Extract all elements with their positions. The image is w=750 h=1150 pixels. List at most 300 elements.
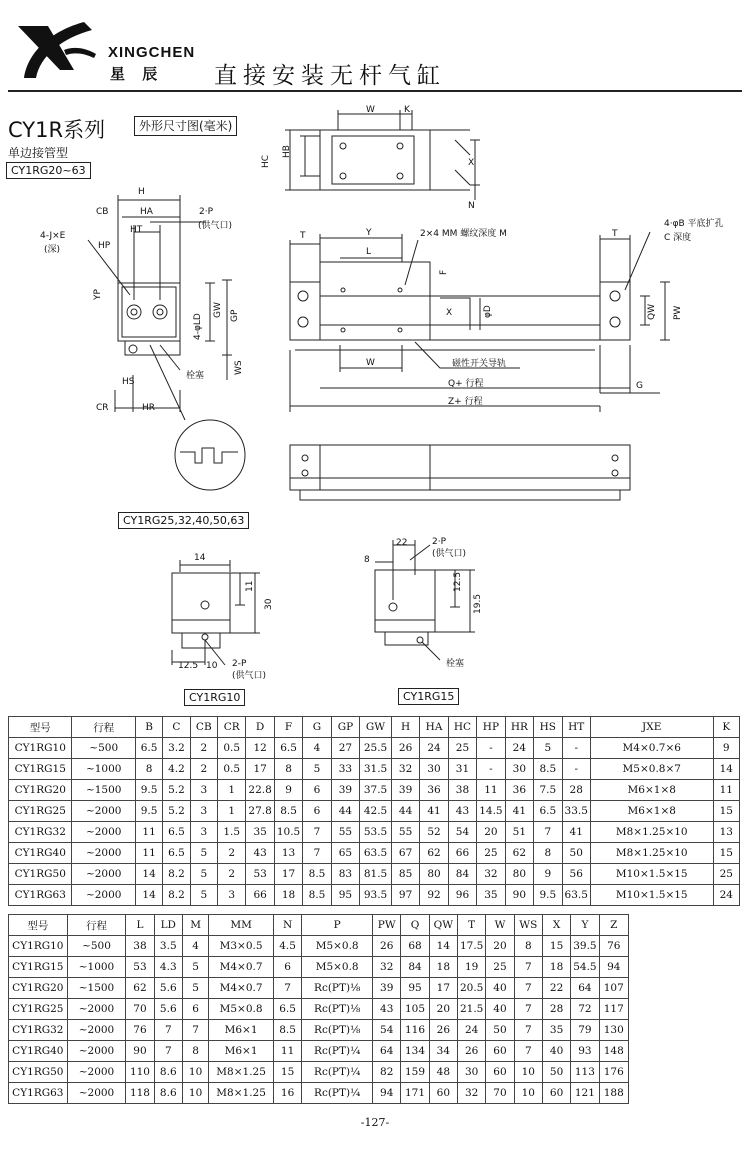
table-cell: 8.6: [154, 1062, 182, 1083]
table-cell: 80: [420, 864, 448, 885]
table-cell: CY1RG10: [9, 936, 68, 957]
table-cell: 7: [514, 1020, 542, 1041]
table-cell: 93.5: [360, 885, 392, 906]
table-cell: 9: [274, 780, 302, 801]
table-cell: 32: [458, 1083, 486, 1104]
table-cell: 8: [274, 759, 302, 780]
column-header: CB: [190, 717, 217, 738]
table-cell: 76: [126, 1020, 154, 1041]
table-row: [9, 936, 629, 957]
table-cell: 20: [429, 999, 457, 1020]
brand-name-en: XINGCHEN: [108, 44, 196, 61]
table-cell: CY1RG32: [9, 1020, 68, 1041]
table-cell: 7: [154, 1020, 182, 1041]
table-cell: M10×1.5×15: [590, 864, 713, 885]
column-header: G: [303, 717, 331, 738]
table-cell: CY1RG40: [9, 843, 72, 864]
table-cell: 15: [713, 801, 739, 822]
column-header: Q: [401, 915, 429, 936]
table-cell: 60: [486, 1062, 514, 1083]
lbl-HT: HT: [130, 225, 143, 235]
table-row: [9, 801, 740, 822]
table-cell: 95: [331, 885, 359, 906]
table-header-row: [9, 717, 740, 738]
table-cell: 16: [273, 1083, 301, 1104]
table-cell: CY1RG50: [9, 864, 72, 885]
lbl-HC: HC: [261, 154, 271, 168]
table-cell: 7: [514, 999, 542, 1020]
column-header: HT: [562, 717, 590, 738]
lbl-Y: Y: [366, 228, 372, 238]
table-cell: 53.5: [360, 822, 392, 843]
column-header: GW: [360, 717, 392, 738]
lbl-T-left: T: [300, 231, 306, 241]
table-cell: 14: [713, 759, 739, 780]
table-cell: 8: [182, 1041, 208, 1062]
table-cell: 97: [391, 885, 419, 906]
table-cell: M8×1.25: [209, 1083, 274, 1104]
table-cell: 72: [571, 999, 599, 1020]
table-cell: 40: [542, 1041, 570, 1062]
column-header: X: [542, 915, 570, 936]
table-row: [9, 1020, 629, 1041]
table-cell: 28: [562, 780, 590, 801]
dimension-drawing: [0, 95, 750, 710]
lbl-HA: HA: [140, 207, 153, 217]
cy1rg10-view: [172, 560, 260, 665]
table-cell: 40: [486, 999, 514, 1020]
column-header: M: [182, 915, 208, 936]
table-cell: 8.5: [303, 864, 331, 885]
table-cell: ~2000: [72, 885, 135, 906]
table-cell: M6×1: [209, 1020, 274, 1041]
column-header: 型号: [9, 915, 68, 936]
mount-type: 单边接管型: [8, 146, 69, 160]
table-cell: 18: [429, 957, 457, 978]
table-cell: 10: [182, 1083, 208, 1104]
table-cell: 3: [190, 822, 217, 843]
table-cell: 35: [542, 1020, 570, 1041]
table-cell: 24: [420, 738, 448, 759]
header-divider: [8, 90, 742, 92]
table-cell: ~1500: [67, 978, 126, 999]
table-cell: 4.5: [273, 936, 301, 957]
lbl-W-front: W: [366, 358, 375, 368]
table-cell: 7: [514, 978, 542, 999]
table-cell: CY1RG15: [9, 759, 72, 780]
lbl-plug: 栓塞: [186, 371, 205, 381]
column-header: PW: [373, 915, 401, 936]
lbl-10-11: 11: [245, 580, 255, 592]
column-header: T: [458, 915, 486, 936]
lbl-HB: HB: [282, 145, 292, 158]
lbl-CR: CR: [96, 403, 109, 413]
table-cell: 90: [126, 1041, 154, 1062]
table-cell: 20.5: [458, 978, 486, 999]
table-cell: 15: [542, 936, 570, 957]
table-cell: M10×1.5×15: [590, 885, 713, 906]
table-cell: 25: [477, 843, 505, 864]
lbl-PW: PW: [673, 305, 683, 320]
table-cell: 63.5: [562, 885, 590, 906]
table-cell: 93: [571, 1041, 599, 1062]
table-cell: 117: [599, 999, 628, 1020]
table-cell: 65: [331, 843, 359, 864]
table-cell: 18: [274, 885, 302, 906]
lbl-YP: YP: [93, 289, 103, 300]
lbl-4B: 4·φB 平底扩孔: [664, 219, 724, 229]
table-cell: 56: [562, 864, 590, 885]
table-cell: 26: [458, 1041, 486, 1062]
table-cell: Rc(PT)⅛: [302, 999, 373, 1020]
table-cell: 50: [542, 1062, 570, 1083]
table-cell: 50: [562, 843, 590, 864]
table-cell: 50: [486, 1020, 514, 1041]
table-cell: 14: [429, 936, 457, 957]
table-row: [9, 978, 629, 999]
table-row: [9, 738, 740, 759]
table-cell: M5×0.8: [209, 999, 274, 1020]
lbl-10-125: 12.5: [178, 661, 199, 671]
table-cell: 6.5: [163, 822, 190, 843]
lbl-L: L: [366, 247, 372, 257]
lbl-WS: WS: [234, 360, 244, 375]
column-header: 行程: [72, 717, 135, 738]
table-cell: 30: [458, 1062, 486, 1083]
column-header: LD: [154, 915, 182, 936]
column-header: MM: [209, 915, 274, 936]
table-cell: CY1RG10: [9, 738, 72, 759]
table-cell: 41: [562, 822, 590, 843]
table-cell: 26: [391, 738, 419, 759]
top-view: [285, 110, 480, 200]
lbl-Zstroke: Z+ 行程: [448, 397, 483, 407]
table-cell: 24: [713, 885, 739, 906]
table-cell: 2: [190, 759, 217, 780]
spec-table-2: [8, 914, 629, 1104]
column-header: HR: [505, 717, 533, 738]
label-cy1rg25-63: CY1RG25,32,40,50,63: [118, 512, 249, 529]
table-cell: 28: [542, 999, 570, 1020]
table-cell: ~1500: [72, 780, 135, 801]
column-header: CR: [217, 717, 245, 738]
table-cell: 8.2: [163, 864, 190, 885]
table-cell: 33: [331, 759, 359, 780]
table-cell: 15: [713, 843, 739, 864]
table-cell: 70: [126, 999, 154, 1020]
table-cell: 10.5: [274, 822, 302, 843]
lbl-G: G: [636, 381, 643, 391]
lbl-15-22: 22: [396, 538, 408, 548]
lbl-CB: CB: [96, 207, 109, 217]
table-cell: CY1RG20: [9, 780, 72, 801]
table-cell: CY1RG25: [9, 999, 68, 1020]
table-cell: 9.5: [135, 780, 162, 801]
table-cell: 55: [331, 822, 359, 843]
table-cell: 6: [182, 999, 208, 1020]
table-cell: 148: [599, 1041, 628, 1062]
table-cell: 14: [135, 864, 162, 885]
table-cell: 7: [534, 822, 562, 843]
table-cell: 9: [534, 864, 562, 885]
table-cell: 17: [429, 978, 457, 999]
table-cell: ~2000: [67, 999, 126, 1020]
table-cell: CY1RG32: [9, 822, 72, 843]
table-cell: 188: [599, 1083, 628, 1104]
table-cell: ~500: [67, 936, 126, 957]
table-cell: 39.5: [571, 936, 599, 957]
table-cell: 25: [486, 957, 514, 978]
table-cell: CY1RG50: [9, 1062, 68, 1083]
header-slogan: 直接安装无杆气缸: [214, 63, 446, 89]
table-cell: 15: [273, 1062, 301, 1083]
table-cell: 17.5: [458, 936, 486, 957]
table-cell: -: [562, 738, 590, 759]
table-cell: 66: [246, 885, 274, 906]
table-cell: 41: [505, 801, 533, 822]
table-cell: 32: [391, 759, 419, 780]
table-row: [9, 1041, 629, 1062]
table-cell: 8.5: [273, 1020, 301, 1041]
table-cell: M4×0.7: [209, 978, 274, 999]
table-cell: 37.5: [360, 780, 392, 801]
table-cell: 1.5: [217, 822, 245, 843]
column-header: C: [163, 717, 190, 738]
table-cell: 24: [458, 1020, 486, 1041]
lbl-D: φD: [483, 305, 493, 318]
table-cell: 2: [190, 738, 217, 759]
table-cell: 11: [135, 822, 162, 843]
table-cell: 159: [401, 1062, 429, 1083]
table-cell: 38: [126, 936, 154, 957]
table-row: [9, 843, 740, 864]
table-cell: 1: [217, 801, 245, 822]
table-cell: 14.5: [477, 801, 505, 822]
column-header: 行程: [67, 915, 126, 936]
lbl-N: N: [468, 201, 475, 211]
table-cell: 3.5: [154, 936, 182, 957]
table-cell: 7: [154, 1041, 182, 1062]
table-cell: 30: [505, 759, 533, 780]
column-header: H: [391, 717, 419, 738]
table-cell: 3: [190, 780, 217, 801]
table-cell: 5: [534, 738, 562, 759]
table-cell: 5.2: [163, 801, 190, 822]
table-cell: 12: [246, 738, 274, 759]
table-cell: 11: [135, 843, 162, 864]
table-cell: 13: [713, 822, 739, 843]
table-cell: 0.5: [217, 759, 245, 780]
table-cell: 9.5: [534, 885, 562, 906]
table-cell: 3: [190, 801, 217, 822]
table-cell: 24: [505, 738, 533, 759]
model-range-label: CY1RG20~63: [6, 162, 91, 179]
table-cell: 0.5: [217, 738, 245, 759]
table-row: [9, 999, 629, 1020]
table-cell: 113: [571, 1062, 599, 1083]
table-cell: 27: [331, 738, 359, 759]
table-cell: 82: [373, 1062, 401, 1083]
lbl-Cdeep: C 深度: [664, 233, 692, 243]
table-cell: 2: [217, 864, 245, 885]
column-header: W: [486, 915, 514, 936]
table-cell: 22: [542, 978, 570, 999]
table-cell: 4.3: [154, 957, 182, 978]
lbl-HP: HP: [98, 241, 111, 251]
table-cell: ~2000: [72, 843, 135, 864]
lbl-F: F: [439, 269, 449, 275]
table-cell: ~500: [72, 738, 135, 759]
table-cell: 9: [713, 738, 739, 759]
table-cell: ~2000: [67, 1020, 126, 1041]
lbl-10-14: 14: [194, 553, 206, 563]
table-cell: 43: [448, 801, 476, 822]
lbl-15-2P: 2·P: [432, 537, 447, 547]
table-cell: 7.5: [534, 780, 562, 801]
lbl-15-195: 19.5: [473, 593, 483, 614]
table-cell: 31: [448, 759, 476, 780]
table-cell: 25.5: [360, 738, 392, 759]
table-cell: CY1RG40: [9, 1041, 68, 1062]
table-cell: 176: [599, 1062, 628, 1083]
table-cell: 36: [420, 780, 448, 801]
table-cell: 105: [401, 999, 429, 1020]
page-number: -127-: [360, 1116, 390, 1129]
table-cell: 7: [303, 843, 331, 864]
table-cell: 32: [373, 957, 401, 978]
table-row: [9, 1083, 629, 1104]
lbl-10-30: 30: [264, 598, 274, 610]
table-cell: M4×0.7: [209, 957, 274, 978]
lbl-GP: GP: [230, 309, 240, 322]
table-cell: M6×1×8: [590, 780, 713, 801]
table-cell: 8.5: [274, 801, 302, 822]
table-cell: 5.6: [154, 978, 182, 999]
table-cell: 51: [505, 822, 533, 843]
table-cell: 35: [477, 885, 505, 906]
table-cell: 9.5: [135, 801, 162, 822]
table-cell: 171: [401, 1083, 429, 1104]
table-cell: 8: [514, 936, 542, 957]
table-cell: 5.6: [154, 999, 182, 1020]
table-cell: 90: [505, 885, 533, 906]
table-cell: ~2000: [72, 801, 135, 822]
table-cell: CY1RG63: [9, 885, 72, 906]
table-cell: 32: [477, 864, 505, 885]
brand-logo: [14, 20, 98, 82]
table-cell: M6×1: [209, 1041, 274, 1062]
table-cell: M8×1.25×10: [590, 822, 713, 843]
table-cell: -: [562, 759, 590, 780]
table-cell: 41: [420, 801, 448, 822]
table-cell: 43: [373, 999, 401, 1020]
brand-name-cn: 星 辰: [110, 65, 164, 83]
table-cell: M5×0.8: [302, 936, 373, 957]
table-cell: -: [477, 759, 505, 780]
table-cell: 8.5: [534, 759, 562, 780]
lbl-X-top: X: [468, 158, 475, 168]
table-cell: 26: [373, 936, 401, 957]
table-cell: M4×0.7×6: [590, 738, 713, 759]
spec-table-1: [8, 716, 740, 906]
table-cell: 48: [429, 1062, 457, 1083]
lbl-GW: GW: [213, 302, 223, 318]
table-cell: Rc(PT)¼: [302, 1062, 373, 1083]
table-cell: 55: [391, 822, 419, 843]
table-cell: 39: [391, 780, 419, 801]
lbl-QW: QW: [647, 304, 657, 320]
table-cell: 4: [303, 738, 331, 759]
table-cell: 30: [420, 759, 448, 780]
table-cell: ~2000: [72, 864, 135, 885]
table-cell: 2: [217, 843, 245, 864]
table-cell: 31.5: [360, 759, 392, 780]
table-cell: Rc(PT)¼: [302, 1041, 373, 1062]
table-cell: 60: [429, 1083, 457, 1104]
lbl-10-supply: (供气口): [232, 671, 267, 681]
section-subtitle: 外形尺寸图(毫米): [134, 116, 237, 136]
table-cell: 1: [217, 780, 245, 801]
lbl-10-10: 10: [206, 661, 218, 671]
lbl-HS: HS: [122, 377, 135, 387]
table-cell: 81.5: [360, 864, 392, 885]
table-cell: 14: [135, 885, 162, 906]
table-cell: 92: [420, 885, 448, 906]
table-cell: 39: [373, 978, 401, 999]
label-cy1rg10: CY1RG10: [184, 689, 245, 706]
table-cell: 54: [373, 1020, 401, 1041]
table-cell: 4: [182, 936, 208, 957]
column-header: HP: [477, 717, 505, 738]
table-cell: 60: [486, 1041, 514, 1062]
table-cell: 53: [246, 864, 274, 885]
table-cell: 121: [571, 1083, 599, 1104]
lbl-15-plug: 栓塞: [446, 659, 465, 669]
table-cell: 116: [401, 1020, 429, 1041]
table-cell: CY1RG25: [9, 801, 72, 822]
table-cell: 6: [273, 957, 301, 978]
table-cell: 8.2: [163, 885, 190, 906]
table-cell: 19: [458, 957, 486, 978]
table-cell: 6.5: [534, 801, 562, 822]
table-cell: ~2000: [67, 1041, 126, 1062]
table-cell: 11: [477, 780, 505, 801]
table-cell: 43: [246, 843, 274, 864]
table-cell: 4.2: [163, 759, 190, 780]
table-cell: 60: [542, 1083, 570, 1104]
table-cell: 25: [713, 864, 739, 885]
lbl-15-125: 12.5: [453, 571, 463, 592]
table-cell: 66: [448, 843, 476, 864]
table-cell: 33.5: [562, 801, 590, 822]
table-cell: M8×1.25: [209, 1062, 274, 1083]
lbl-T-right: T: [612, 229, 618, 239]
column-header: WS: [514, 915, 542, 936]
table-cell: M8×1.25×10: [590, 843, 713, 864]
table-cell: 10: [182, 1062, 208, 1083]
table-cell: 6.5: [163, 843, 190, 864]
table-cell: 54: [448, 822, 476, 843]
column-header: HS: [534, 717, 562, 738]
table-cell: 6.5: [273, 999, 301, 1020]
table-row: [9, 885, 740, 906]
table-cell: 53: [126, 957, 154, 978]
table-cell: 25: [448, 738, 476, 759]
table-cell: CY1RG15: [9, 957, 68, 978]
table-cell: M6×1×8: [590, 801, 713, 822]
table-cell: 64: [373, 1041, 401, 1062]
table-cell: ~2000: [67, 1083, 126, 1104]
